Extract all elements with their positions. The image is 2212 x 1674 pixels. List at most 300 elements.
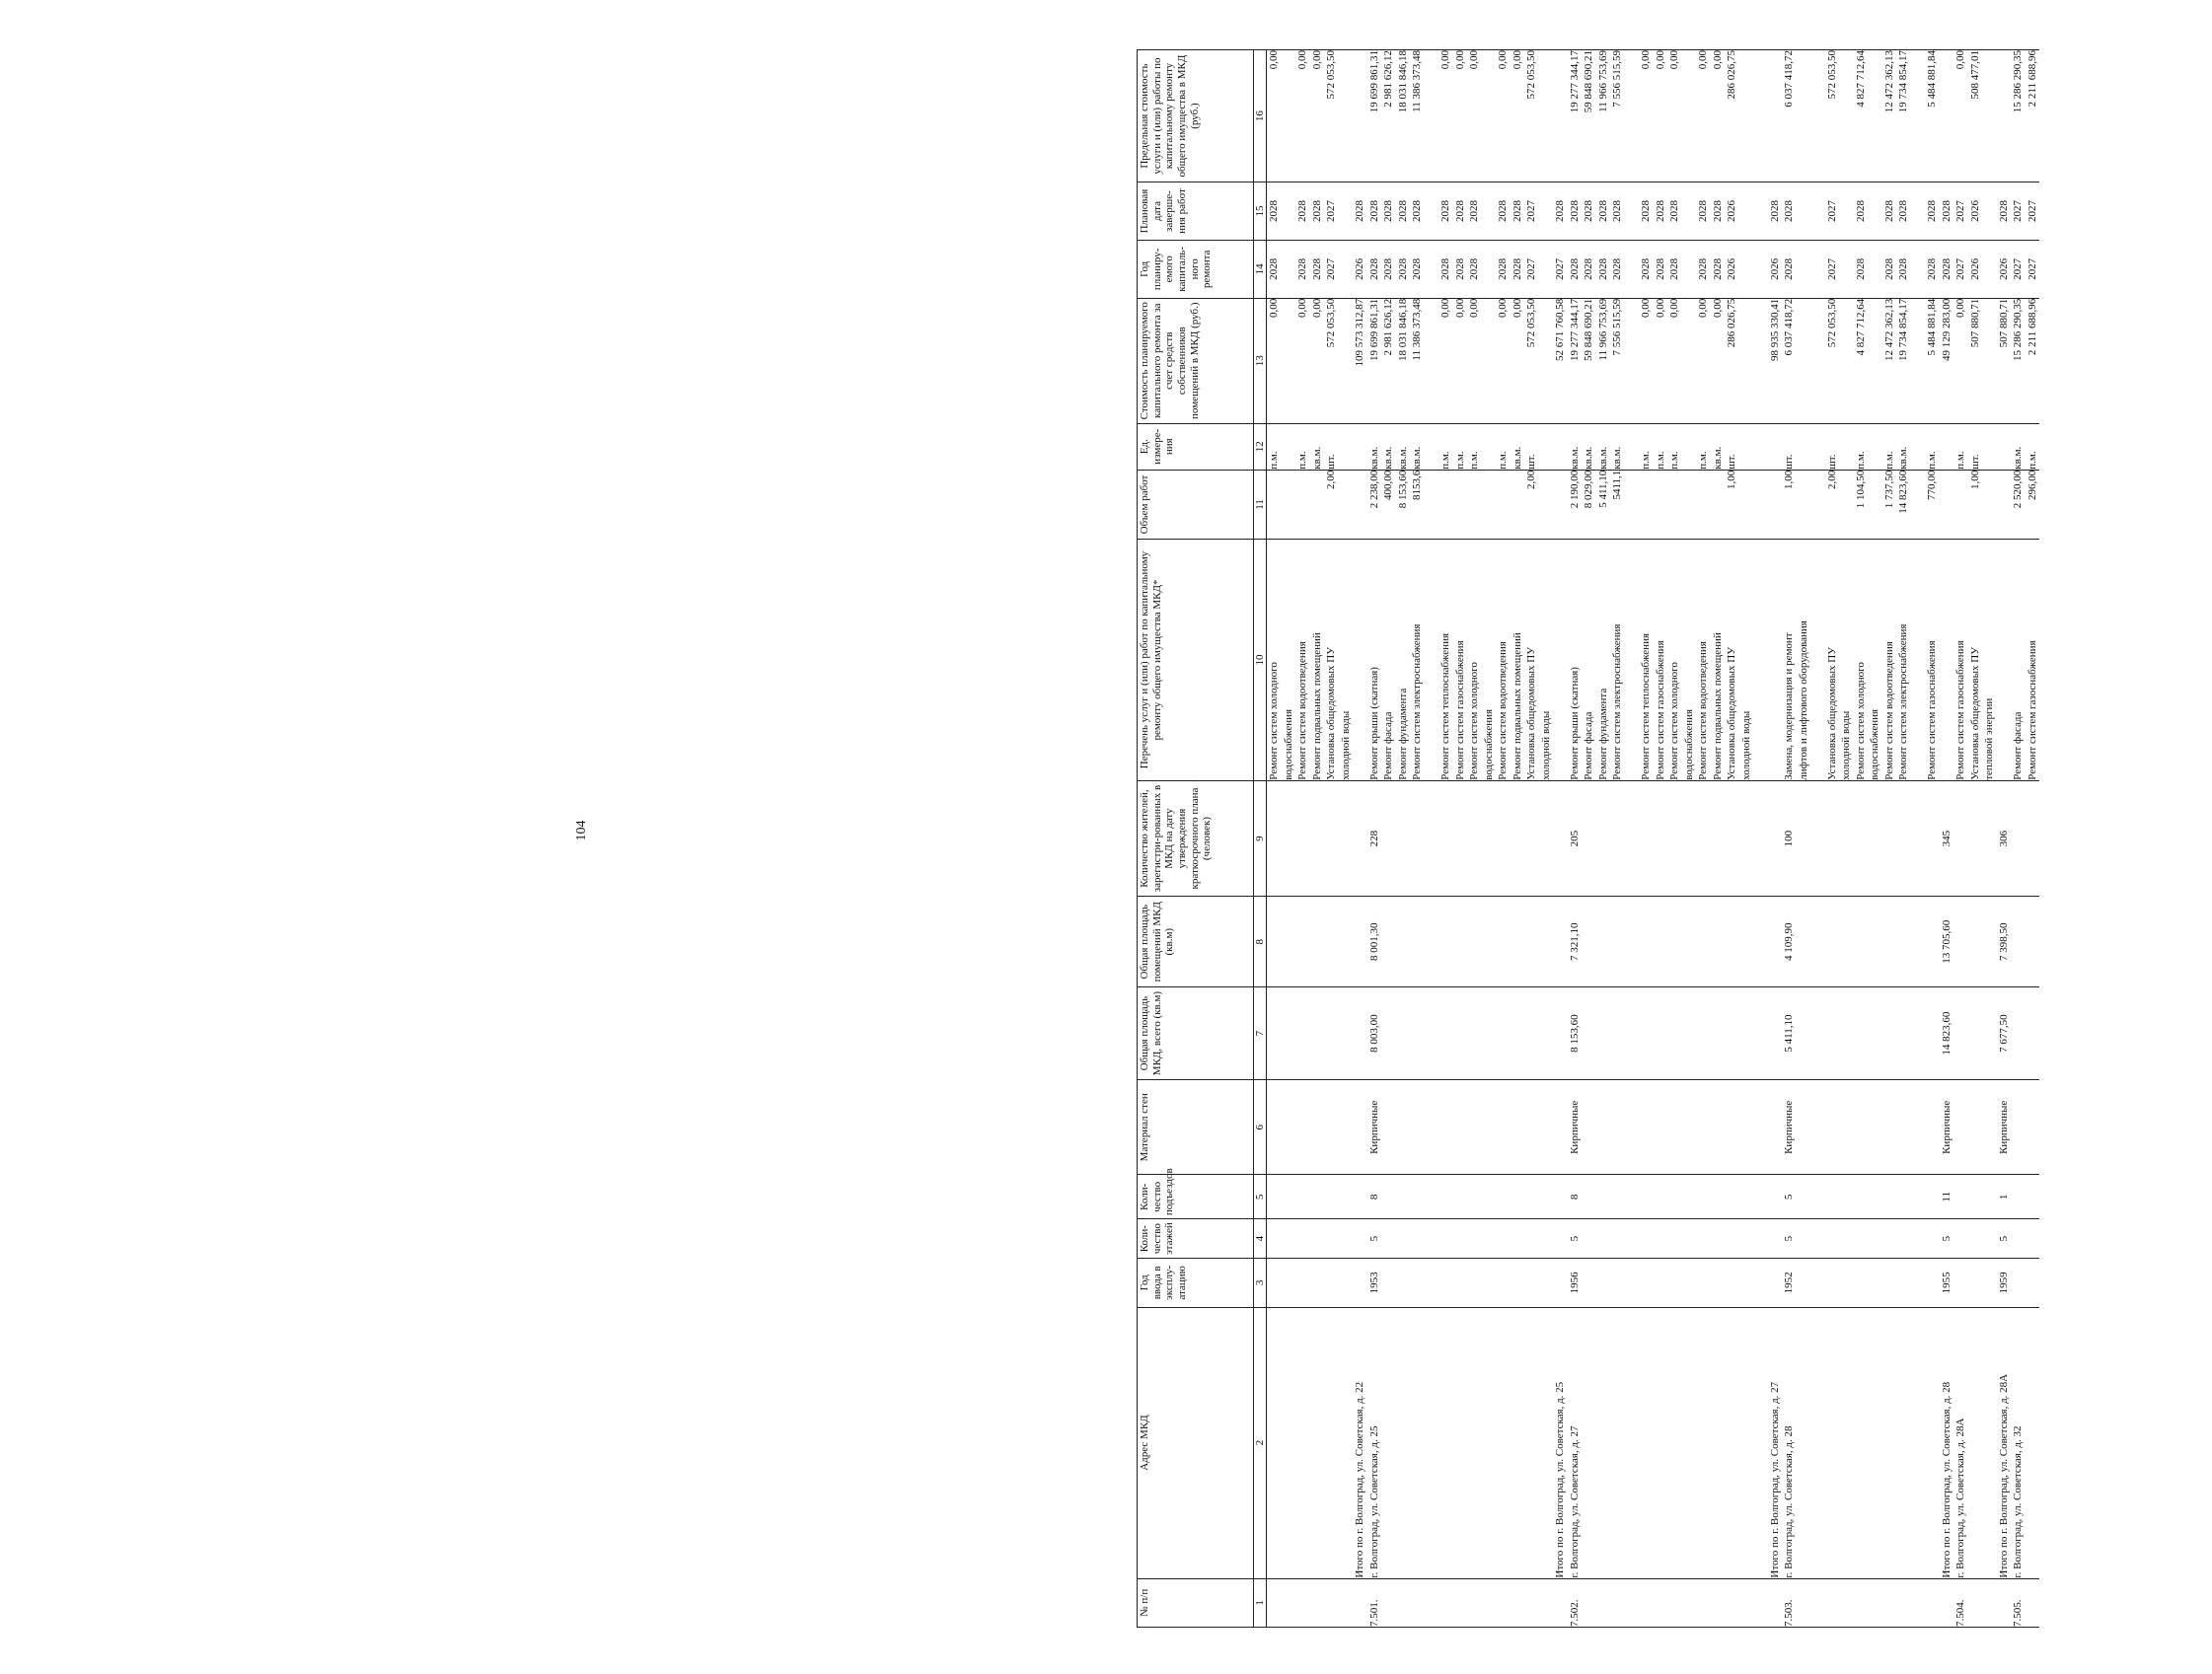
table-cell — [1810, 1080, 1825, 1174]
table-cell — [1739, 299, 1754, 423]
table-cell: 49 129 283,00 — [1940, 298, 1953, 361]
table-cell: 1,00 — [1726, 470, 1737, 489]
table-cell: 2028 — [1611, 200, 1623, 223]
table-cell — [1954, 1080, 1968, 1174]
header-cell: Коли-чество подъездов — [1138, 1175, 1254, 1219]
page-number-text: 104 — [574, 820, 589, 841]
table-cell — [1553, 781, 1568, 897]
table-cell — [1453, 1579, 1468, 1627]
table-cell — [1667, 897, 1682, 986]
table-cell — [1696, 471, 1711, 540]
table-cell — [1982, 182, 1997, 240]
table-cell: 2028 — [1411, 200, 1423, 223]
table-cell — [1453, 1176, 1468, 1219]
table-cell — [1496, 1219, 1511, 1258]
table-cell — [1739, 241, 1754, 298]
table-cell: 7.501. — [1367, 1599, 1380, 1627]
table-cell: кв.м. — [2012, 446, 2024, 470]
table-cell: Ремонт систем водоотведения — [1697, 641, 1709, 780]
table-cell — [1982, 987, 1997, 1079]
table-cell — [1267, 987, 1282, 1079]
table-cell: 0,00 — [1954, 298, 1966, 318]
table-cell — [1410, 1308, 1425, 1578]
table-cell — [1739, 1176, 1754, 1219]
table-cell: 2028 — [1882, 257, 1895, 280]
table-cell: 2028 — [1367, 200, 1380, 223]
table-cell — [1381, 897, 1396, 986]
table-cell: 6 037 418,72 — [1783, 50, 1795, 108]
table-cell: 2027 — [2012, 257, 2024, 280]
table-cell: 572 053,50 — [1525, 298, 1537, 348]
table-cell: Ремонт фасада — [1583, 711, 1594, 780]
table-cell — [1868, 1579, 1882, 1627]
table-cell: холодной воды — [1739, 710, 1752, 780]
table-cell — [1310, 1308, 1325, 1578]
table-cell: Ремонт крыши (скатная) — [1568, 667, 1581, 780]
header-cell: Ед. измере-ния — [1138, 423, 1254, 470]
table-cell — [1810, 424, 1825, 470]
table-cell — [1968, 781, 1983, 897]
table-cell: Ремонт систем холодного — [1668, 662, 1680, 780]
table-cell — [1625, 50, 1640, 182]
table-cell: 228 — [1367, 830, 1380, 847]
table-cell: 345 — [1940, 830, 1953, 847]
table-cell — [1968, 1259, 1983, 1306]
table-cell: Ремонт систем газоснабжения — [1926, 640, 1938, 780]
header-cell: Предельная стоимость услуги и (или) работы по капитальному ремонту общего имущества в МКД (руб.) — [1138, 50, 1254, 182]
table-cell — [1810, 1219, 1825, 1258]
table-cell — [1954, 781, 1968, 897]
table-cell: Ремонт систем газоснабжения — [2026, 640, 2038, 780]
table-cell — [1982, 424, 1997, 470]
table-cell — [1339, 1176, 1354, 1219]
table-cell — [1482, 987, 1497, 1079]
col-6-cells — [1267, 1080, 2040, 1175]
table-cell — [1267, 1176, 1282, 1219]
table-cell: 0,00 — [1640, 298, 1652, 318]
table-cell — [1654, 897, 1668, 986]
table-cell — [1339, 1579, 1354, 1627]
table-cell — [1496, 987, 1511, 1079]
table-cell — [1596, 1080, 1611, 1174]
table-cell: 2028 — [1382, 257, 1394, 280]
table-cell — [1625, 540, 1640, 780]
table-cell — [1625, 1080, 1640, 1174]
table-cell — [1810, 471, 1825, 540]
table-cell: 19 699 861,31 — [1367, 298, 1380, 361]
table-cell — [1425, 182, 1439, 240]
table-cell: 0,00 — [1296, 50, 1308, 70]
table-cell: 4 109,90 — [1783, 922, 1795, 961]
table-cell: Ремонт подвальных помещений — [1711, 632, 1724, 780]
table-cell: Итого по г. Волгоград, ул. Советская, д. 28А — [1997, 1373, 2010, 1578]
table-cell: 2028 — [1468, 200, 1480, 223]
table-cell: 2028 — [1453, 200, 1466, 223]
table-cell — [1940, 1579, 1954, 1627]
table-cell — [1925, 987, 1940, 1079]
table-cell — [1524, 1259, 1539, 1306]
table-cell: 572 053,50 — [1825, 298, 1838, 348]
table-cell: 2028 — [1596, 200, 1609, 223]
table-cell: Ремонт систем теплоснабжения — [1640, 632, 1652, 780]
table-cell: 2028 — [1640, 257, 1652, 280]
table-cell — [1339, 241, 1354, 298]
table-cell — [1797, 897, 1811, 986]
col-12-cells — [1267, 423, 2040, 470]
table-cell — [1295, 1176, 1310, 1219]
table-cell — [1353, 471, 1367, 540]
table-cell: Установка общедомовых ПУ — [1325, 646, 1337, 780]
table-cell: Итого по г. Волгоград, ул. Советская, д. 25 — [1554, 1381, 1566, 1578]
table-cell — [1825, 1308, 1840, 1578]
table-cell: Ремонт крыши (скатная) — [1367, 667, 1380, 780]
table-cell — [1425, 424, 1439, 470]
header-cell: Общая площадь МКД, всего (кв.м) — [1138, 987, 1254, 1080]
table-cell — [1396, 987, 1411, 1079]
table-cell — [1725, 1308, 1739, 1578]
table-cell: 2028 — [1296, 257, 1308, 280]
table-cell: 2026 — [1768, 257, 1781, 280]
table-cell — [1295, 1219, 1310, 1258]
table-cell: Замена, модернизация и ремонт — [1783, 632, 1795, 780]
table-cell — [1467, 897, 1482, 986]
table-cell — [1711, 1080, 1726, 1174]
col-14-cells — [1267, 240, 2040, 298]
table-cell: 11 386 373,48 — [1411, 50, 1423, 112]
table-cell — [1438, 1176, 1453, 1219]
table-cell — [1854, 1080, 1869, 1174]
table-cell — [1997, 540, 2012, 780]
table-cell — [1753, 781, 1768, 897]
table-cell — [1639, 987, 1654, 1079]
table-cell — [1282, 987, 1296, 1079]
table-cell: Ремонт фундамента — [1596, 688, 1609, 780]
table-cell — [1282, 1080, 1296, 1174]
table-cell — [1654, 1080, 1668, 1174]
table-cell — [1625, 897, 1640, 986]
table-cell — [1410, 987, 1425, 1079]
table-cell — [1954, 471, 1968, 540]
table-cell — [1524, 1080, 1539, 1174]
table-cell — [1553, 1259, 1568, 1306]
table-cell — [1682, 1308, 1697, 1578]
table-cell — [1982, 897, 1997, 986]
table-cell: Ремонт фасада — [1382, 711, 1394, 780]
table-cell: водоснабжения — [1482, 708, 1495, 780]
table-cell — [1511, 1579, 1525, 1627]
table-cell — [1954, 1176, 1968, 1219]
table-cell: Ремонт подвальных помещений — [1511, 632, 1523, 780]
table-cell — [1954, 1219, 1968, 1258]
table-cell: 7 677,50 — [1997, 1014, 2010, 1053]
table-cell: п.м. — [1697, 451, 1709, 470]
table-cell — [1396, 1080, 1411, 1174]
table-cell — [1739, 182, 1754, 240]
table-cell: 2 190,00 — [1568, 470, 1581, 509]
col-9-cells — [1267, 780, 2040, 897]
col-8-cells — [1267, 897, 2040, 987]
table-cell — [1453, 1080, 1468, 1174]
table-cell — [1868, 1219, 1882, 1258]
table-cell — [1896, 1176, 1911, 1219]
table-cell — [1725, 1259, 1739, 1306]
table-cell — [1453, 781, 1468, 897]
table-cell: п.м. — [1882, 451, 1895, 470]
table-cell — [2011, 1219, 2026, 1258]
table-cell — [1438, 471, 1453, 540]
table-cell — [1868, 1259, 1882, 1306]
table-cell — [1295, 987, 1310, 1079]
table-cell — [2026, 1176, 2040, 1219]
table-cell — [1925, 1308, 1940, 1578]
table-cell — [1667, 1259, 1682, 1306]
table-cell — [1410, 1176, 1425, 1219]
table-cell — [1596, 987, 1611, 1079]
table-cell: лифтов и лифтового оборудования — [1797, 620, 1809, 780]
table-cell: 8 — [1568, 1194, 1581, 1201]
table-cell — [1625, 987, 1640, 1079]
col-1-cells — [1267, 1578, 2040, 1627]
table-cell: 0,00 — [1468, 298, 1480, 318]
table-cell: 2 981 626,12 — [1382, 298, 1394, 356]
table-cell — [1911, 1176, 1926, 1219]
table-cell: 2028 — [1511, 257, 1523, 280]
table-cell — [1911, 1308, 1926, 1578]
table-cell: 2027 — [1825, 257, 1838, 280]
table-cell — [1482, 1579, 1497, 1627]
table-cell — [1353, 424, 1367, 470]
table-cell: Ремонт подвальных помещений — [1310, 632, 1323, 780]
table-cell — [1496, 1259, 1511, 1306]
table-cell — [1940, 424, 1954, 470]
table-cell — [1982, 781, 1997, 897]
table-cell — [1625, 182, 1640, 240]
table-cell: 0,00 — [1468, 50, 1480, 70]
table-cell: Ремонт систем водоотведения — [1882, 641, 1895, 780]
table-cell: 2028 — [1411, 257, 1423, 280]
table-cell — [1797, 471, 1811, 540]
table-cell — [1282, 241, 1296, 298]
table-cell — [1267, 1259, 1282, 1306]
table-cell — [1896, 781, 1911, 897]
table-cell: 7 398,50 — [1997, 922, 2010, 961]
table-cell — [1310, 1219, 1325, 1258]
table-cell: 7.502. — [1568, 1599, 1581, 1627]
table-cell — [1511, 1080, 1525, 1174]
table-cell — [1282, 1176, 1296, 1219]
table-cell: 2027 — [1825, 200, 1838, 223]
table-cell — [1682, 241, 1697, 298]
table-cell — [1768, 1219, 1783, 1258]
table-cell: водоснабжения — [1682, 708, 1695, 780]
table-cell — [1711, 1176, 1726, 1219]
table-cell — [1496, 781, 1511, 897]
table-cell: 15 286 290,35 — [2012, 298, 2024, 361]
table-cell: 0,00 — [1654, 298, 1666, 318]
table-cell: 0,00 — [1453, 298, 1466, 318]
table-cell — [1482, 1219, 1497, 1258]
table-cell — [1467, 1259, 1482, 1306]
table-cell — [1339, 424, 1354, 470]
table-cell — [1310, 1579, 1325, 1627]
table-cell — [1482, 424, 1497, 470]
table-cell: 8 153,60 — [1396, 470, 1409, 509]
table-cell: п.м. — [2026, 451, 2038, 470]
table-cell: 0,00 — [1310, 298, 1323, 318]
table-cell — [1625, 299, 1640, 423]
table-cell — [1511, 897, 1525, 986]
table-cell — [1810, 1176, 1825, 1219]
table-cell — [1553, 1579, 1568, 1627]
table-cell — [1768, 987, 1783, 1079]
table-cell: 2028 — [1296, 200, 1308, 223]
table-cell — [1353, 987, 1367, 1079]
col-2-cells — [1267, 1307, 2040, 1578]
table-cell — [1854, 897, 1869, 986]
table-cell — [1810, 241, 1825, 298]
table-cell — [1282, 471, 1296, 540]
table-cell: 2028 — [1497, 200, 1509, 223]
table-cell: 5 411,10 — [1783, 1014, 1795, 1053]
table-cell — [1339, 1308, 1354, 1578]
table-cell — [1896, 1219, 1911, 1258]
table-cell — [1625, 1176, 1640, 1219]
table-cell — [1696, 1308, 1711, 1578]
table-cell: 2028 — [1396, 257, 1409, 280]
table-cell — [1324, 1259, 1339, 1306]
table-cell — [1295, 781, 1310, 897]
table-cell — [1639, 1259, 1654, 1306]
header-cell: Плановая дата заверше-ния работ — [1138, 182, 1254, 241]
table-cell — [1654, 1176, 1668, 1219]
col-5-cells — [1267, 1175, 2040, 1219]
table-cell — [1524, 1579, 1539, 1627]
column-number: 16 — [1254, 50, 1267, 182]
table-cell — [1682, 424, 1697, 470]
table-cell — [1882, 1259, 1897, 1306]
table-cell — [1625, 241, 1640, 298]
table-cell — [1524, 987, 1539, 1079]
table-cell — [1682, 50, 1697, 182]
table-cell: 12 472 362,13 — [1882, 298, 1895, 361]
table-cell — [1353, 1219, 1367, 1258]
table-cell: 7 556 515,59 — [1611, 298, 1623, 356]
table-cell: 7 556 515,59 — [1611, 50, 1623, 108]
table-cell: 2027 — [1525, 200, 1537, 223]
table-cell — [1911, 182, 1926, 240]
table-cell — [1982, 1080, 1997, 1174]
table-cell — [1667, 1308, 1682, 1578]
table-cell: 572 053,50 — [1325, 50, 1337, 100]
col-7-cells — [1267, 987, 2040, 1080]
table-cell — [1725, 897, 1739, 986]
table-cell — [1396, 1259, 1411, 1306]
table-cell: 59 848 690,21 — [1583, 50, 1594, 113]
table-cell — [1682, 1219, 1697, 1258]
header-cell: Коли-чество этажей — [1138, 1219, 1254, 1259]
table-cell — [1353, 1259, 1367, 1306]
table-cell: 0,00 — [1511, 298, 1523, 318]
table-cell — [1467, 1308, 1482, 1578]
table-cell: 2028 — [1697, 257, 1709, 280]
table-cell — [1295, 471, 1310, 540]
table-cell: Кирпичные — [1367, 1100, 1380, 1154]
table-cell — [1425, 987, 1439, 1079]
table-cell — [1682, 897, 1697, 986]
table-cell — [1768, 471, 1783, 540]
table-cell — [1596, 1219, 1611, 1258]
table-cell: 7 321,10 — [1568, 922, 1581, 961]
table-cell — [1410, 781, 1425, 897]
table-cell — [1868, 1080, 1882, 1174]
table-cell — [1396, 897, 1411, 986]
table-cell — [1267, 781, 1282, 897]
table-body — [1267, 50, 2040, 1628]
header-cell: Объем работ — [1138, 470, 1254, 540]
table-cell: 2028 — [1668, 200, 1680, 223]
table-cell — [1839, 781, 1854, 897]
header-cell: Стоимость планируемого капитального ремонта за счет средств собственников помещений в МКД (руб.) — [1138, 298, 1254, 423]
table-cell — [1911, 1219, 1926, 1258]
table-cell: 18 031 846,18 — [1396, 50, 1409, 113]
column-number: 6 — [1254, 1080, 1267, 1175]
table-cell — [1825, 1080, 1840, 1174]
table-cell: Кирпичные — [1783, 1100, 1795, 1154]
table-cell — [1425, 50, 1439, 182]
table-cell: 2028 — [1354, 200, 1365, 223]
table-cell — [1425, 1080, 1439, 1174]
table-cell — [1539, 1219, 1554, 1258]
column-number: 10 — [1254, 540, 1267, 781]
table-cell: Итого по г. Волгоград, ул. Советская, д. 22 — [1354, 1381, 1365, 1578]
table-cell — [1682, 182, 1697, 240]
table-cell — [1810, 50, 1825, 182]
table-cell: 2028 — [1711, 200, 1724, 223]
table-cell — [1854, 1308, 1869, 1578]
table-cell: 1 737,50 — [1882, 470, 1895, 509]
table-cell: 0,00 — [1268, 298, 1280, 318]
table-cell — [1582, 987, 1596, 1079]
table-cell: 0,00 — [1668, 50, 1680, 70]
table-cell — [1410, 897, 1425, 986]
table-cell — [1425, 1259, 1439, 1306]
table-cell — [1524, 1308, 1539, 1578]
table-cell: 400,00 — [1382, 470, 1394, 500]
table-cell — [1753, 987, 1768, 1079]
table-cell: 2 520,00 — [2012, 470, 2024, 509]
table-cell — [1339, 299, 1354, 423]
table-cell — [1610, 897, 1625, 986]
table-cell — [1739, 1579, 1754, 1627]
table-cell — [1425, 781, 1439, 897]
table-cell — [1339, 1219, 1354, 1258]
table-cell: 2028 — [1997, 200, 2010, 223]
table-cell: 14 823,60 — [1897, 470, 1909, 514]
table-cell — [1639, 1176, 1654, 1219]
table-cell: 19 734 854,17 — [1897, 298, 1909, 361]
table-cell: Ремонт систем газоснабжения — [1654, 640, 1666, 780]
table-cell — [1596, 781, 1611, 897]
table-cell: шт. — [1968, 454, 1981, 470]
table-cell — [1639, 471, 1654, 540]
table-cell — [2011, 781, 2026, 897]
table-cell — [1610, 987, 1625, 1079]
table-cell: 0,00 — [1310, 50, 1323, 70]
table-cell — [1739, 424, 1754, 470]
table-cell — [1453, 1219, 1468, 1258]
header-cell: Общая площадь помещений МКД (кв.м) — [1138, 897, 1254, 987]
table-cell — [1839, 1080, 1854, 1174]
